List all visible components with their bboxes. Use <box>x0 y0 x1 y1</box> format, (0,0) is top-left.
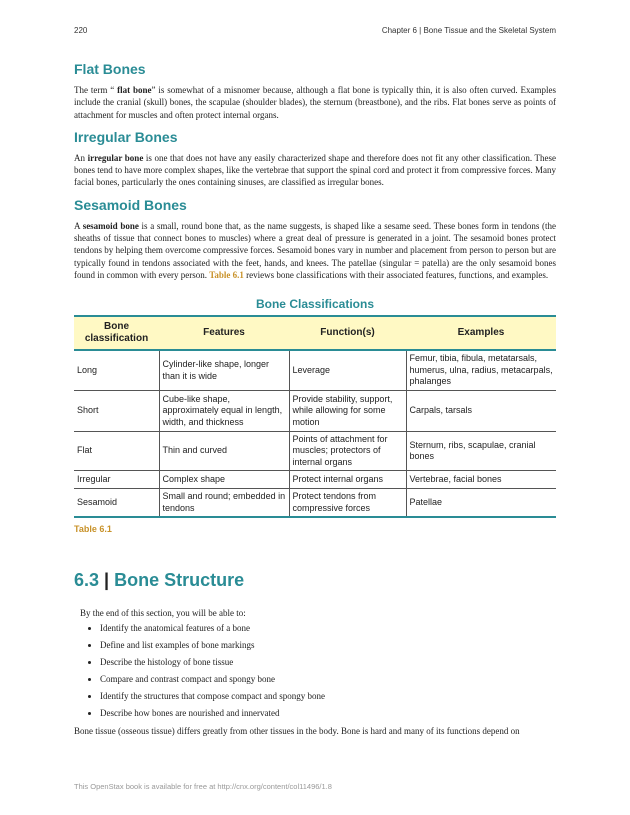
learning-objectives-intro: By the end of this section, you will be able to: <box>80 608 246 619</box>
table-cell: Complex shape <box>159 471 289 489</box>
text-run: An <box>74 152 88 163</box>
table-row <box>74 350 556 390</box>
text-run: is a small, round bone that, as the name suggests, is shaped like a sesame seed. These bones form in tendons (the sheaths of tissue that connect bones to muscles) where a great deal of pressure is generated in a joint. The sesamoid bones protect tendons by helping them overcome compressive forces. Sesamoid bones vary in number and placement from person to person but are typically found in tendons associated with the feet, hands, and knees. The patellae (singular = patella) are the only sesamoid bones found in common with every person. <box>74 220 556 280</box>
irregular-bones-heading: Irregular Bones <box>74 128 178 145</box>
table-title: Bone Classifications <box>255 297 375 312</box>
list-item: • Describe the histology of bone tissue <box>100 657 556 668</box>
key-term: irregular bone <box>87 152 144 163</box>
table-cell: Irregular <box>74 471 159 489</box>
table-row <box>74 390 556 431</box>
learning-objectives-list <box>74 623 556 719</box>
section-title: Bone Structure <box>114 570 245 591</box>
column-header: Function(s) <box>289 316 406 350</box>
table-cell: Leverage <box>289 350 406 390</box>
list-item: • Identify the anatomical features of a bone <box>100 623 556 634</box>
table-cell: Cylinder-like shape, longer than it is wide <box>159 350 289 390</box>
page-number: 220 <box>74 26 88 35</box>
flat-bones-paragraph <box>74 84 556 121</box>
main-content <box>74 60 556 745</box>
table-cell: Protect tendons from compressive forces <box>289 489 406 518</box>
table-row <box>74 431 556 471</box>
list-item: • Describe how bones are nourished and innervated <box>100 708 556 719</box>
text-run: A <box>74 220 83 231</box>
body-paragraph: Bone tissue (osseous tissue) differs greatly from other tissues in the body. Bone is hard and many of its functions depend on <box>74 726 520 737</box>
text-run: The term “ <box>74 85 118 95</box>
flat-bones-heading: Flat Bones <box>74 61 146 77</box>
table-cell: Vertebrae, facial bones <box>406 471 556 489</box>
table-caption: Table 6.1 <box>74 524 112 535</box>
column-header: Bone classification <box>74 316 159 350</box>
text-run: is one that does not have any easily characterized shape and therefore does not fit any other classification. These bones tend to have more complex shapes, like the vertebrae that support the spinal cord and protect it from compressive forces. Many facial bones, particularly the ones containing sinuses, are classified as irregular bones. <box>74 152 556 188</box>
text-run: ” is somewhat of a misnomer because, although a flat bone is typically thin, it is also often curved. Examples include the cranial (skull) bones, the scapulae (shoulder blades), the sternum (breastbone), and the ribs. Flat bones serve as points of attachment for muscles and often protect internal organs. <box>74 85 557 120</box>
page-footer: This OpenStax book is available for free at http://cnx.org/content/col11496/1.8 <box>74 782 332 791</box>
section-number: 6.3 <box>74 570 100 591</box>
table-row <box>74 489 556 518</box>
table-header-row <box>74 316 556 350</box>
table-cell: Carpals, tarsals <box>406 390 556 431</box>
table-row <box>74 471 556 489</box>
column-header: Examples <box>406 316 556 350</box>
list-item: • Identify the structures that compose compact and spongy bone <box>100 691 556 702</box>
sesamoid-bones-paragraph <box>74 220 556 281</box>
table-cell: Points of attachment for muscles; protectors of internal organs <box>289 431 406 471</box>
table-cell: Flat <box>74 431 159 471</box>
table-cell: Short <box>74 390 159 431</box>
table-cell: Provide stability, support, while allowing for some motion <box>289 390 406 431</box>
table-cell: Protect internal organs <box>289 471 406 489</box>
table-reference-link[interactable]: Table 6.1 <box>209 269 244 280</box>
table-cell: Small and round; embedded in tendons <box>159 489 289 518</box>
sesamoid-bones-heading: Sesamoid Bones <box>74 196 187 213</box>
table-cell: Sesamoid <box>74 489 159 518</box>
table-cell: Thin and curved <box>159 431 289 471</box>
section-heading <box>74 570 556 591</box>
running-header <box>74 26 556 35</box>
text-run: reviews bone classifications with their associated features, functions, and examples. <box>243 269 549 280</box>
table-cell: Sternum, ribs, scapulae, cranial bones <box>406 431 556 471</box>
list-item: • Define and list examples of bone markings <box>100 640 556 651</box>
key-term: flat bone <box>117 85 152 95</box>
key-term: sesamoid bone <box>82 220 139 231</box>
chapter-title: Chapter 6 | Bone Tissue and the Skeletal System <box>381 26 556 35</box>
table-cell: Femur, tibia, fibula, metatarsals, humerus, ulna, radius, metacarpals, phalanges <box>406 350 556 390</box>
table-cell: Cube-like shape, approximately equal in length, width, and thickness <box>159 390 289 431</box>
table-cell: Long <box>77 364 98 375</box>
bone-classifications-table <box>74 315 556 518</box>
list-item: • Compare and contrast compact and spongy bone <box>100 674 556 685</box>
section-separator: | <box>104 570 110 591</box>
irregular-bones-paragraph <box>74 152 556 189</box>
column-header: Features <box>159 316 289 350</box>
table-cell: Patellae <box>406 489 556 518</box>
